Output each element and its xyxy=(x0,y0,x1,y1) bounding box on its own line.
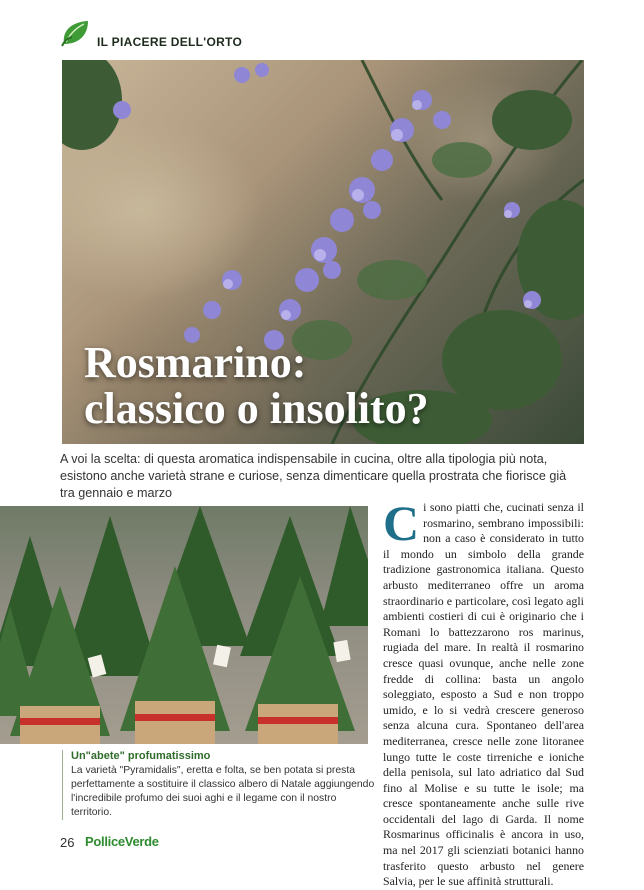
hero-image-rosemary xyxy=(62,60,584,444)
body-text: i sono piatti che, cucinati senza il rosmarino, sembrano impossibili: non a caso è considerato in tutto il mondo un simbolo della grande tradizione gastronomica italiana. Questo arbusto mediterraneo offre un aroma straordinario e particolare, così legato agli ambienti costieri di cui è originario che i Romani lo battezzarono ros marinus, rugiada del mare. In realtà il rosmarino cresce quasi ovunque, anche nelle zone fredde di collina: basta un angolo soleggiato, esposto a Sud e non troppo umido, e lo si vedrà crescere generoso senza alcuna cura. Spontaneo dell'area mediterranea, cresce nelle zone litoranee lungo tutte le coste tirreniche e ioniche della penisola, sul lato adriatico dal Sud fino al Molise e su tutte le isole; ma cresce spontaneamente anche sulle rive occidentali del lago di Garda. Il nome Rosmarinus officinalis è ancora in uso, ma nel 2017 gli scienziati botanici hanno trasferito questo arbusto nel genere Salvia, per le sue affinità strutturali. xyxy=(383,500,584,889)
article-body xyxy=(383,495,584,890)
article-title xyxy=(84,340,429,432)
caption-title: Un"abete" profumatissimo xyxy=(71,750,211,762)
caption-text: La varietà "Pyramidalis", eretta e folta, se ben potata si presta perfettamente a sostituire il classico albero di Natale aggiungendo l'incredibile profumo dei suoi aghi e il legame con il nostro territorio. xyxy=(71,765,375,818)
lead-paragraph: A voi la scelta: di questa aromatica indispensabile in cucina, oltre alla tipologia più nota, esistono anche varietà strane e curiose, senza dimenticare quella prostrata che fiorisce già tra gennaio e marzo xyxy=(60,452,567,500)
drop-cap: C xyxy=(383,495,420,551)
section-label: IL PIACERE DELL'ORTO xyxy=(97,35,243,49)
photo-potted-rosemary-trees xyxy=(0,506,368,744)
title-line-2: classico o insolito? xyxy=(84,384,429,433)
page-number: 26 xyxy=(60,835,75,850)
title-line-1: Rosmarino: xyxy=(84,338,307,387)
photo-caption xyxy=(62,750,376,820)
magazine-brand: PolliceVerde xyxy=(85,834,159,849)
leaf-logo-icon xyxy=(60,18,92,48)
